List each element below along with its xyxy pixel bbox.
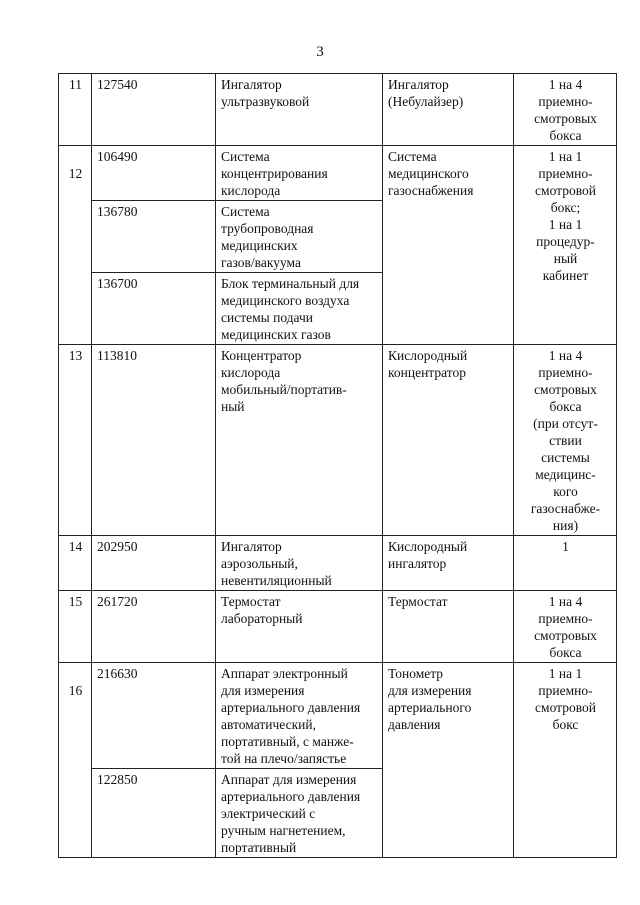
table-row <box>59 591 617 663</box>
equipment-name-line: Термостат <box>221 594 281 609</box>
quantity-line: ствии <box>549 433 582 448</box>
equipment-name-cell <box>216 273 383 345</box>
equipment-name-line: мобильный/портатив- <box>221 382 347 397</box>
quantity-cell <box>514 536 617 591</box>
equipment-code-cell <box>92 345 216 536</box>
equipment-code-cell <box>92 769 216 858</box>
quantity-line: газоснабже- <box>530 501 601 516</box>
equipment-name-line: Блок терминальный для <box>221 276 360 291</box>
equipment-code-cell <box>92 74 216 146</box>
equipment-name-cell <box>216 345 383 536</box>
equipment-name-line: Ингалятор <box>221 539 282 554</box>
quantity-cell <box>514 345 617 536</box>
equipment-code-cell <box>92 146 216 201</box>
row-number: 15 <box>68 594 83 609</box>
quantity-line: смотровой <box>535 183 596 198</box>
quantity-line: 1 на 4 <box>548 348 583 363</box>
equipment-name-line: медицинского воздуха <box>221 293 350 308</box>
equipment-name-cell <box>216 591 383 663</box>
equipment-code: 202950 <box>97 539 138 554</box>
quantity-line: приемно- <box>538 94 593 109</box>
equipment-name-line: портативный, с манже- <box>221 734 354 749</box>
quantity-cell <box>514 74 617 146</box>
equipment-type-line: концентратор <box>388 365 466 380</box>
equipment-type-line: для измерения <box>388 683 472 698</box>
quantity-line: бокса <box>549 645 582 660</box>
equipment-name-line: ручным нагнетением, <box>221 823 346 838</box>
equipment-name-line: артериального давления <box>221 700 361 715</box>
row-number-cell <box>59 74 92 146</box>
row-number: 12 <box>68 166 83 181</box>
quantity-line: бокс <box>552 717 579 732</box>
equipment-type-cell <box>383 591 514 663</box>
table-row <box>59 663 617 769</box>
equipment-name-line: Аппарат электронный <box>221 666 348 681</box>
equipment-type-line: Кислородный <box>388 539 468 554</box>
quantity-line: 1 <box>562 539 569 554</box>
equipment-type-cell <box>383 345 514 536</box>
equipment-type-line: Система <box>388 149 437 164</box>
quantity-line: бокс; <box>550 200 581 215</box>
equipment-code: 261720 <box>97 594 138 609</box>
quantity-line: 1 на 1 <box>548 149 583 164</box>
equipment-type-line: медицинского <box>388 166 469 181</box>
equipment-name-line: автоматический, <box>221 717 316 732</box>
equipment-code-cell <box>92 201 216 273</box>
quantity-line: 1 на 4 <box>548 77 583 92</box>
equipment-type-cell <box>383 536 514 591</box>
equipment-name-line: кислорода <box>221 183 281 198</box>
equipment-code-cell <box>92 591 216 663</box>
equipment-name-line: медицинских газов <box>221 327 331 342</box>
equipment-type-cell <box>383 74 514 146</box>
equipment-name-cell <box>216 663 383 769</box>
equipment-name-line: газов/вакуума <box>221 255 301 270</box>
equipment-type-line: Тонометр <box>388 666 444 681</box>
quantity-line: бокса <box>549 128 582 143</box>
quantity-line: смотровой <box>535 700 596 715</box>
quantity-line: приемно- <box>538 166 593 181</box>
equipment-code-cell <box>92 273 216 345</box>
equipment-name-cell <box>216 146 383 201</box>
quantity-line: ный <box>553 251 578 266</box>
equipment-type-cell <box>383 663 514 858</box>
row-number: 11 <box>69 77 82 92</box>
quantity-line: медицинс- <box>535 467 596 482</box>
equipment-name-cell <box>216 74 383 146</box>
equipment-name-line: Система <box>221 204 270 219</box>
equipment-type-line: артериального <box>388 700 472 715</box>
equipment-type-line: (Небулайзер) <box>388 94 464 109</box>
equipment-name-cell <box>216 201 383 273</box>
quantity-line: ния) <box>552 518 579 533</box>
equipment-name-line: медицинских <box>221 238 298 253</box>
quantity-line: 1 на 1 <box>548 666 583 681</box>
quantity-cell <box>514 663 617 858</box>
quantity-cell <box>514 146 617 345</box>
row-number-cell <box>59 536 92 591</box>
quantity-line: приемно- <box>538 365 593 380</box>
equipment-code: 136700 <box>97 276 138 291</box>
quantity-line: бокса <box>549 399 582 414</box>
quantity-line: приемно- <box>538 683 593 698</box>
equipment-type-cell <box>383 146 514 345</box>
equipment-type-line: ингалятор <box>388 556 447 571</box>
equipment-name-line: трубопроводная <box>221 221 314 236</box>
equipment-type-line: Ингалятор <box>388 77 449 92</box>
row-number-cell <box>59 146 92 345</box>
quantity-cell <box>514 591 617 663</box>
equipment-name-line: ультразвуковой <box>221 94 310 109</box>
quantity-line: смотровых <box>534 111 597 126</box>
quantity-line: кабинет <box>542 268 589 283</box>
table-row <box>59 146 617 201</box>
row-number-cell <box>59 663 92 858</box>
equipment-type-line: Термостат <box>388 594 448 609</box>
table-row <box>59 536 617 591</box>
quantity-line: смотровых <box>534 382 597 397</box>
equipment-code: 127540 <box>97 77 138 92</box>
table-row <box>59 74 617 146</box>
table-row <box>59 345 617 536</box>
equipment-name-line: артериального давления <box>221 789 361 804</box>
equipment-name-line: Ингалятор <box>221 77 282 92</box>
equipment-name-line: аэрозольный, <box>221 556 298 571</box>
quantity-line: приемно- <box>538 611 593 626</box>
equipment-code: 122850 <box>97 772 138 787</box>
row-number: 14 <box>68 539 83 554</box>
equipment-name-line: лабораторный <box>221 611 303 626</box>
equipment-name-line: для измерения <box>221 683 305 698</box>
equipment-name-line: той на плечо/запястье <box>221 751 347 766</box>
quantity-line: системы <box>541 450 590 465</box>
quantity-line: (при отсут- <box>533 416 598 431</box>
equipment-name-line: кислорода <box>221 365 281 380</box>
row-number-cell <box>59 591 92 663</box>
equipment-name-line: электрический с <box>221 806 316 821</box>
equipment-type-line: давления <box>388 717 441 732</box>
quantity-line: 1 на 4 <box>548 594 583 609</box>
equipment-name-line: портативный <box>221 840 297 855</box>
row-number-cell <box>59 345 92 536</box>
equipment-type-line: газоснабжения <box>388 183 474 198</box>
equipment-table-body <box>59 74 617 858</box>
equipment-code-cell <box>92 536 216 591</box>
equipment-name-line: Система <box>221 149 270 164</box>
equipment-name-line: ный <box>221 399 245 414</box>
equipment-name-line: невентиляционный <box>221 573 332 588</box>
row-number: 13 <box>68 348 83 363</box>
quantity-line: кого <box>553 484 578 499</box>
quantity-line: 1 на 1 <box>548 217 583 232</box>
equipment-name-line: системы подачи <box>221 310 314 325</box>
row-number: 16 <box>68 683 83 698</box>
equipment-name-line: концентрирования <box>221 166 328 181</box>
page-number: 3 <box>316 44 324 60</box>
equipment-code: 216630 <box>97 666 138 681</box>
equipment-table <box>58 73 617 858</box>
equipment-name-cell <box>216 536 383 591</box>
equipment-code: 113810 <box>97 348 137 363</box>
equipment-name-line: Концентратор <box>221 348 302 363</box>
quantity-line: смотровых <box>534 628 597 643</box>
equipment-name-line: Аппарат для измерения <box>221 772 357 787</box>
equipment-code-cell <box>92 663 216 769</box>
equipment-name-cell <box>216 769 383 858</box>
quantity-line: процедур- <box>536 234 595 249</box>
equipment-type-line: Кислородный <box>388 348 468 363</box>
equipment-code: 136780 <box>97 204 138 219</box>
equipment-code: 106490 <box>97 149 138 164</box>
